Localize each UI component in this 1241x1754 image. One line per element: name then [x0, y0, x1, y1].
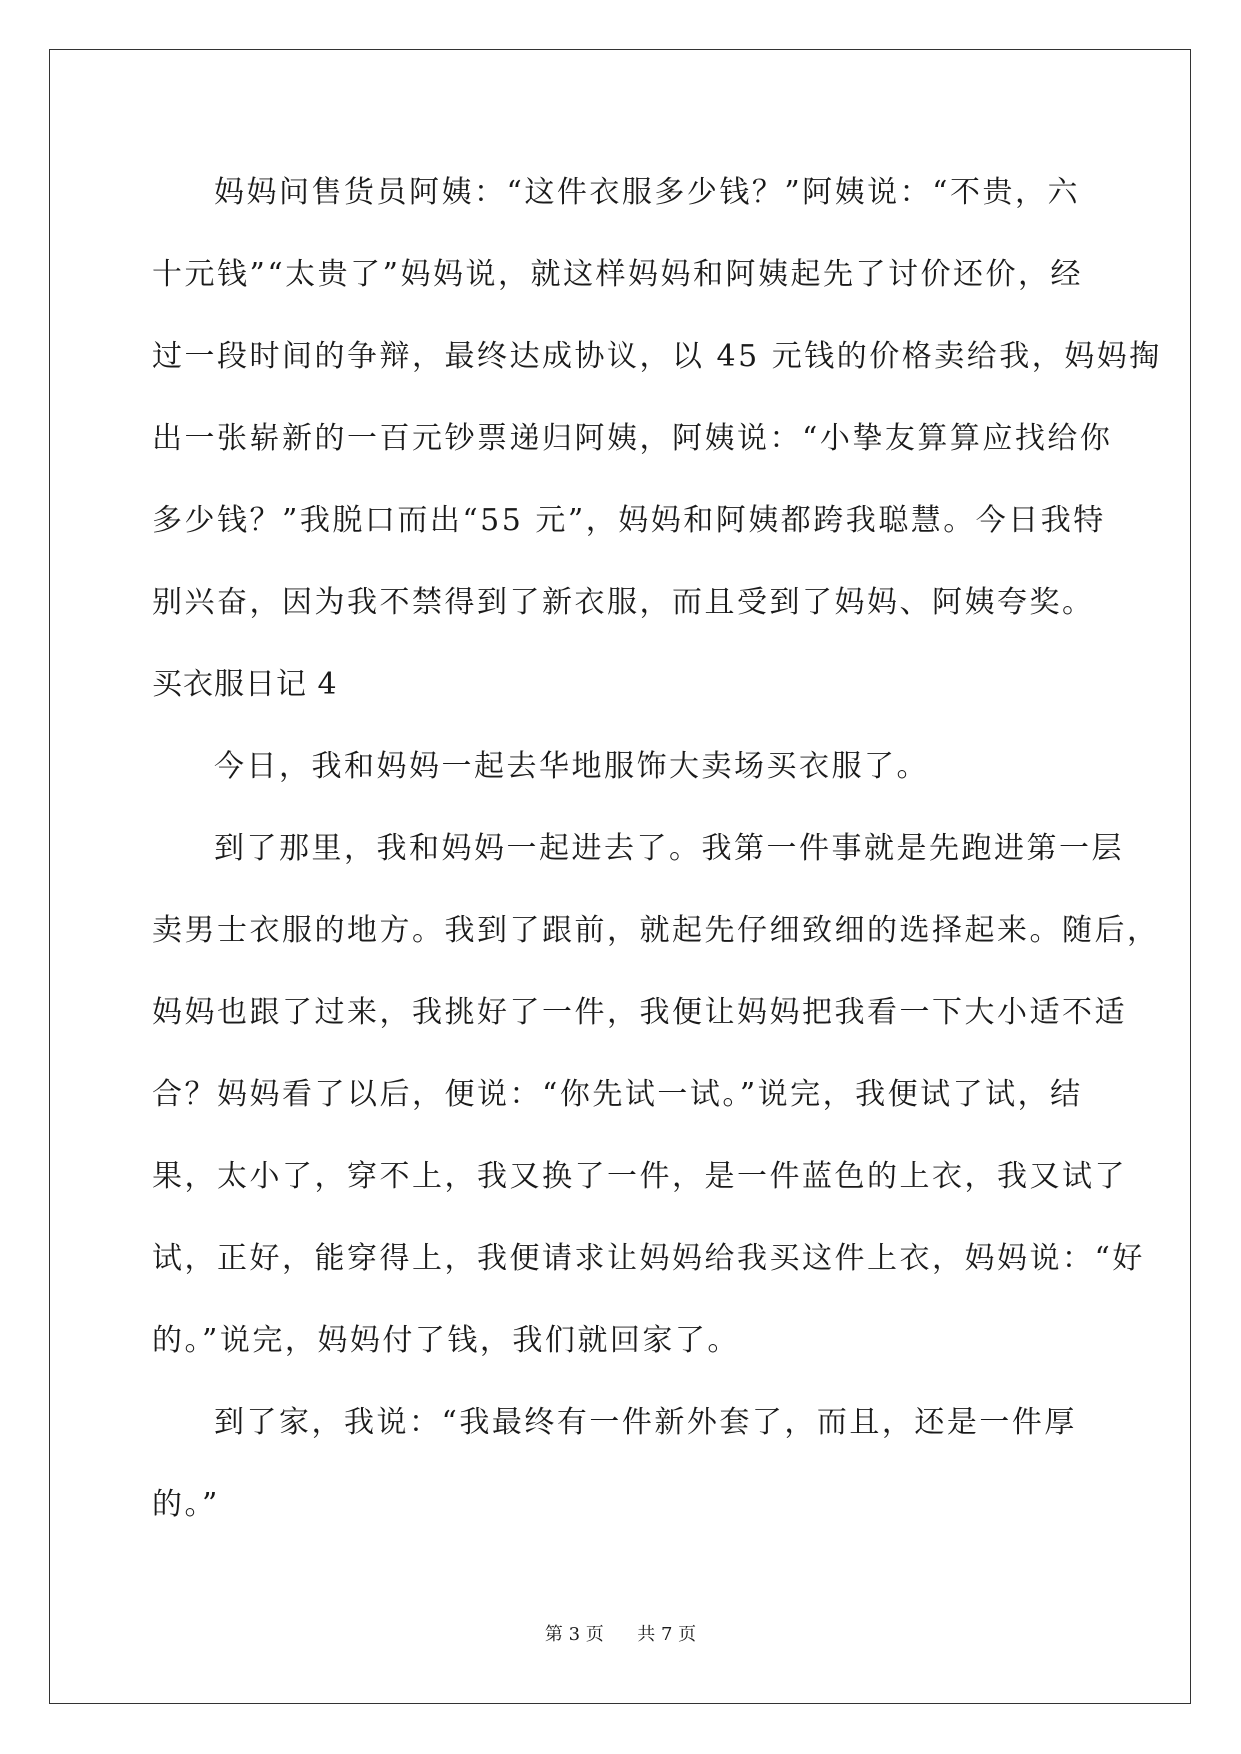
text-line: 多少钱？”我脱口而出“55 元”，妈妈和阿姨都跨我聪慧。今日我特 — [152, 503, 1106, 538]
text-line: 到了那里，我和妈妈一起进去了。我第一件事就是先跑进第一层 — [214, 831, 1124, 866]
text-line: 到了家，我说：“我最终有一件新外套了，而且，还是一件厚 — [214, 1405, 1077, 1440]
text-line: 今日，我和妈妈一起去华地服饰大卖场买衣服了。 — [214, 749, 929, 784]
section-heading: 买衣服日记 4 — [152, 667, 338, 702]
text-line: 的。”说完，妈妈付了钱，我们就回家了。 — [152, 1323, 740, 1358]
text-line: 出一张崭新的一百元钞票递归阿姨，阿姨说：“小挚友算算应找给你 — [152, 421, 1113, 456]
text-line: 的。” — [152, 1487, 220, 1522]
text-line: 过一段时间的争辩，最终达成协议，以 45 元钱的价格卖给我，妈妈掏 — [152, 339, 1162, 374]
text-line: 妈妈也跟了过来，我挑好了一件，我便让妈妈把我看一下大小适不适 — [152, 995, 1127, 1030]
text-line: 试，正好，能穿得上，我便请求让妈妈给我买这件上衣，妈妈说：“好 — [152, 1241, 1145, 1276]
page-number: 第 3 页 — [544, 1624, 604, 1645]
text-line: 果，太小了，穿不上，我又换了一件，是一件蓝色的上衣，我又试了 — [152, 1159, 1127, 1194]
text-line: 卖男士衣服的地方。我到了跟前，就起先仔细致细的选择起来。随后， — [152, 913, 1160, 948]
text-line: 妈妈问售货员阿姨：“这件衣服多少钱？”阿姨说：“不贵，六 — [214, 175, 1081, 210]
document-body — [152, 152, 1162, 1546]
text-line: 合？妈妈看了以后，便说：“你先试一试。”说完，我便试了试，结 — [152, 1077, 1083, 1112]
page-total: 共 7 页 — [637, 1624, 697, 1645]
page-footer — [0, 1620, 1241, 1646]
text-line: 别兴奋，因为我不禁得到了新衣服，而且受到了妈妈、阿姨夸奖。 — [152, 585, 1095, 620]
text-line: 十元钱”“太贵了”妈妈说，就这样妈妈和阿姨起先了讨价还价，经 — [152, 257, 1084, 292]
